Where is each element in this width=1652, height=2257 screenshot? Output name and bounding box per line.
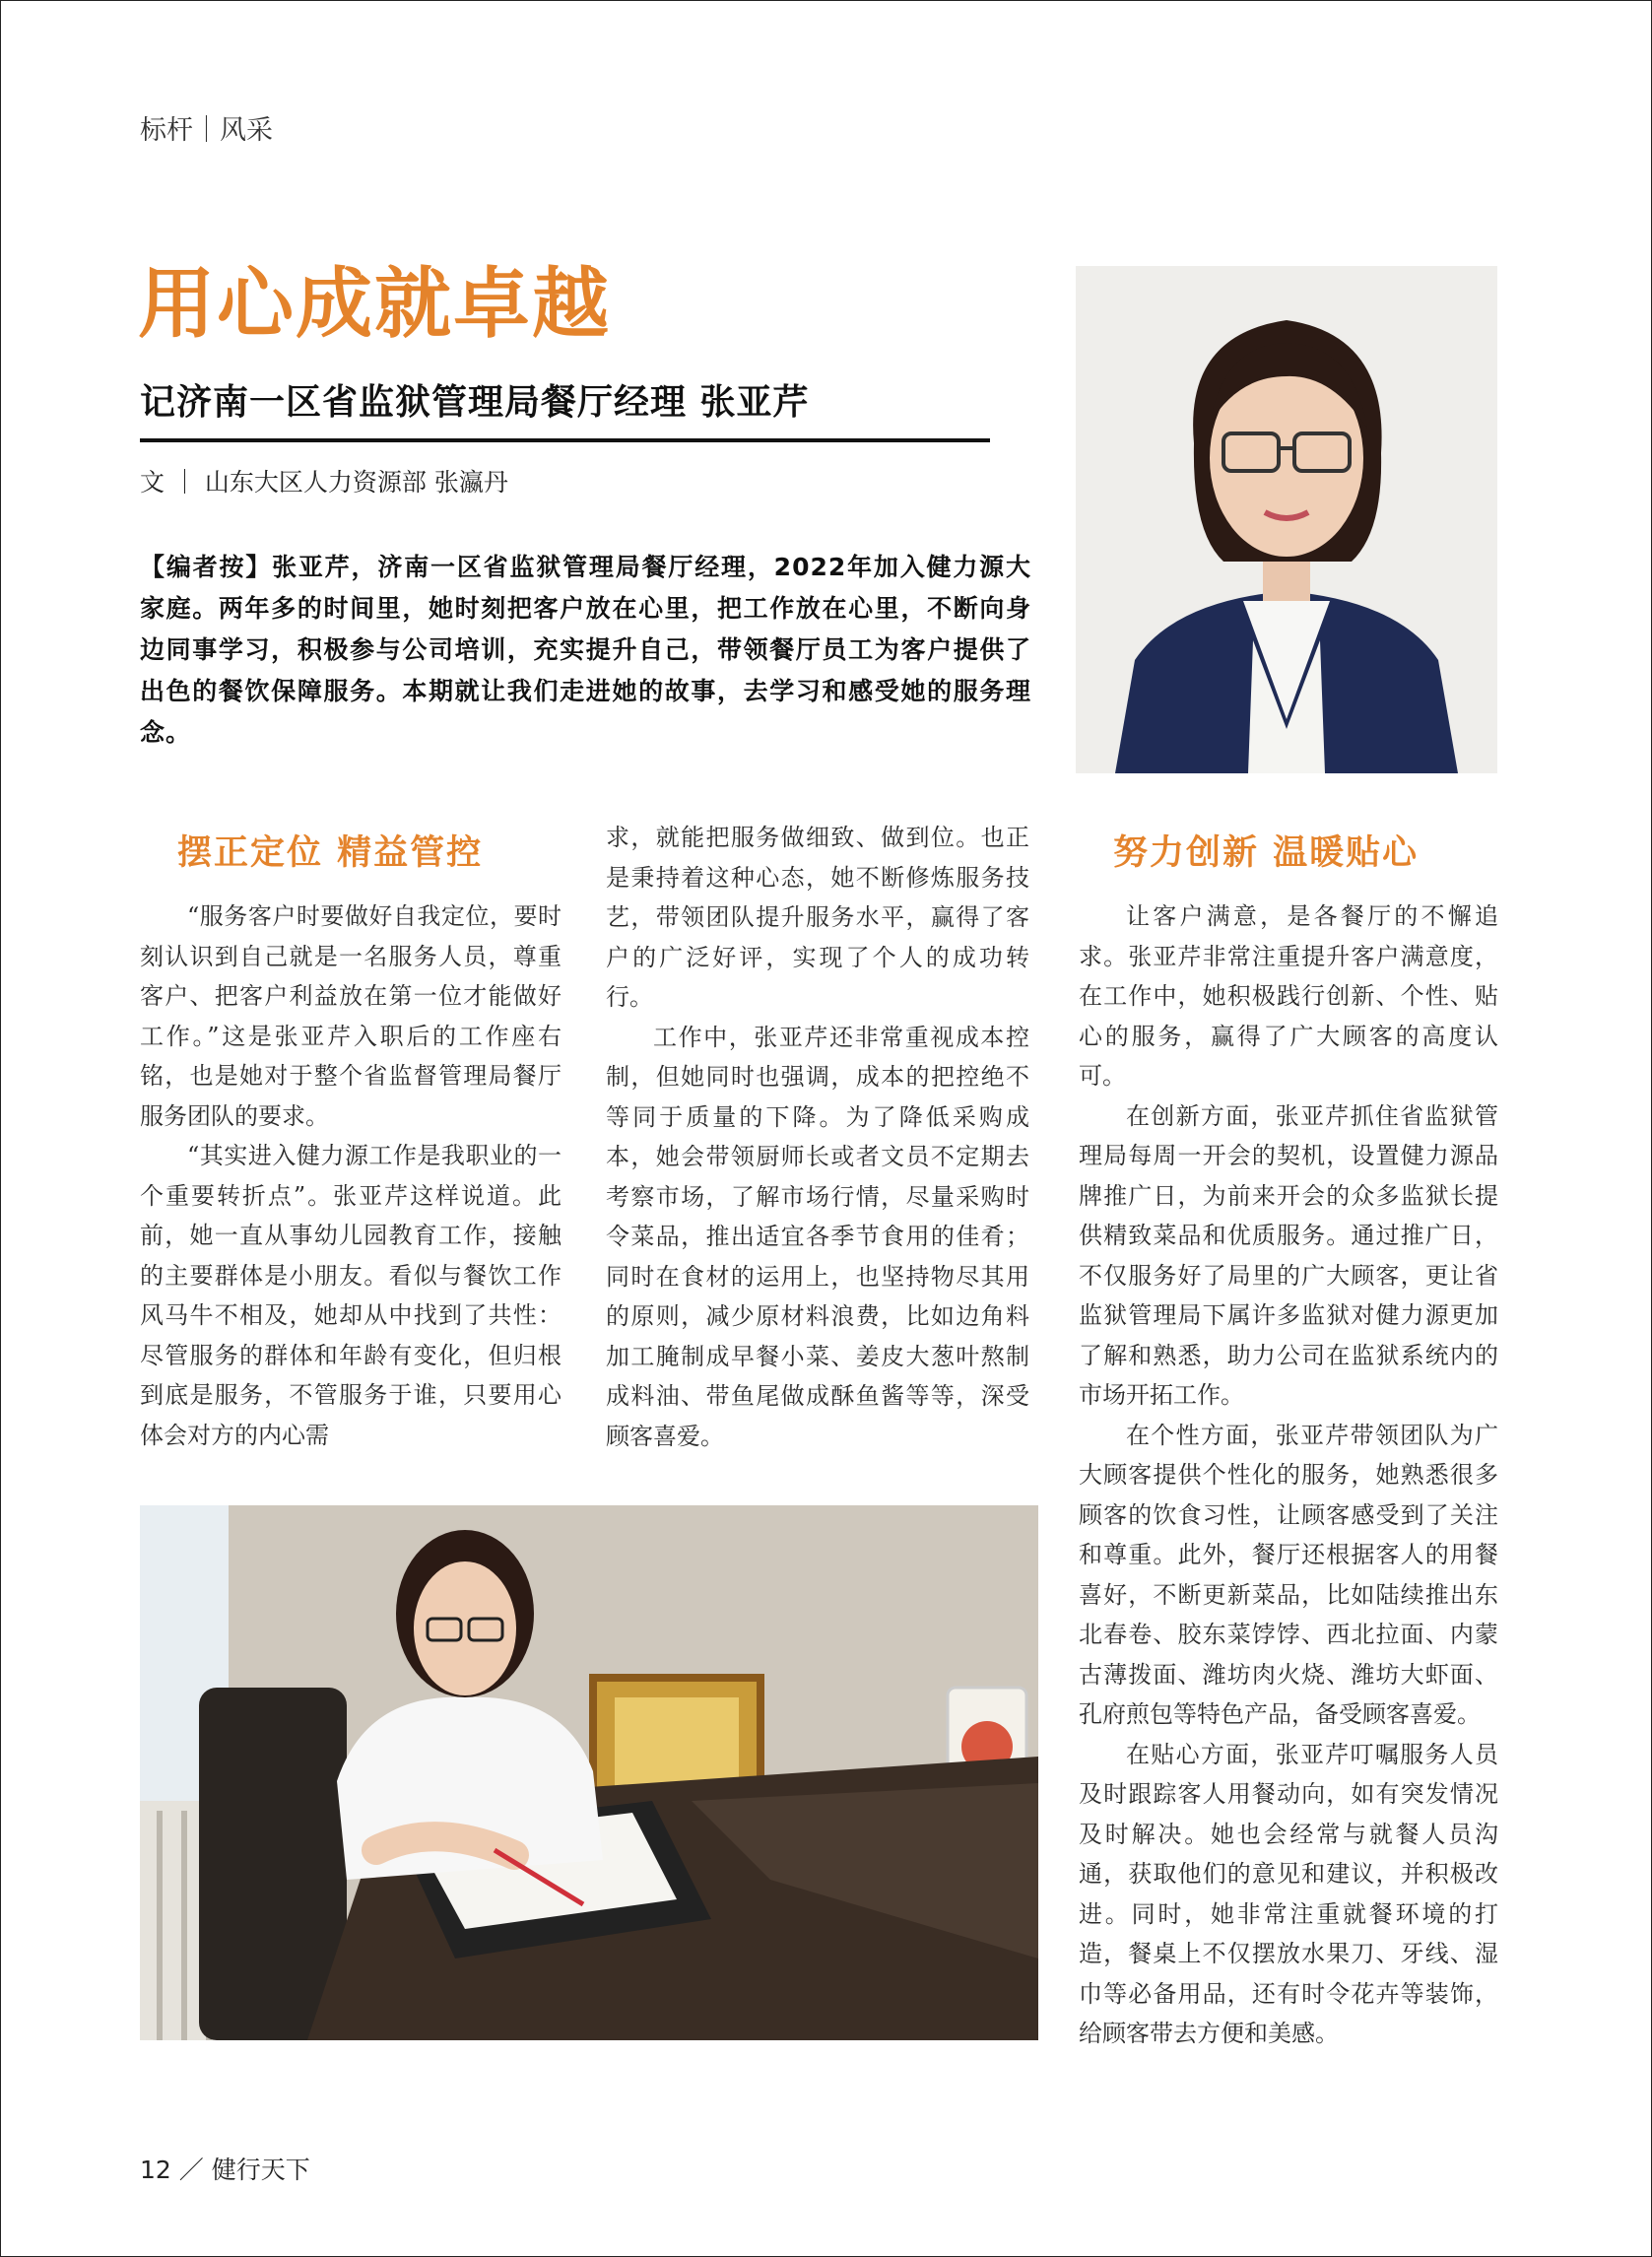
title-divider <box>140 438 990 442</box>
editor-note: 【编者按】张亚芹，济南一区省监狱管理局餐厅经理，2022年加入健力源大家庭。两年多的时间里，她时刻把客户放在心里，把工作放在心里，不断向身边同事学习，积极参与公司培训，充实提升自己，带领餐厅员工为客户提供了出色的餐饮保障服务。本期就让我们走进她的故事，去学习和感受她的服务理念。 <box>140 553 1031 747</box>
page-footer: 12 ／ 健行天下 <box>140 2156 310 2184</box>
paragraph: 工作中，张亚芹还非常重视成本控制，但她同时也强调，成本的把控绝不等同于质量的下降。为了降低采购成本，她会带领厨师长或者文员不定期去考察市场，了解市场行情，尽量采购时令菜品，推出适宜各季节食用的佳肴；同时在食材的运用上，也坚持物尽其用的原则，减少原材料浪费，比如边角料加工腌制成早餐小菜、姜皮大葱叶熬制成料油、带鱼尾做成酥鱼酱等等，深受顾客喜爱。 <box>606 1023 1029 1450</box>
section-heading-1: 摆正定位 精益管控 <box>177 833 484 873</box>
section-label: 标杆｜风采 <box>140 115 273 146</box>
article-title: 用心成就卓越 <box>138 259 612 349</box>
paragraph: 让客户满意，是各餐厅的不懈追求。张亚芹非常注重提升客户满意度，在工作中，她积极践行创新、个性、贴心的服务，赢得了广大顾客的高度认可。 <box>1079 902 1498 1090</box>
text-column-1 <box>140 896 562 1455</box>
desk-illustration <box>140 1505 1038 2040</box>
paragraph: 求，就能把服务做细致、做到位。也正是秉持着这种心态，她不断修炼服务技艺，带领团队提升服务水平，赢得了客户的广泛好评，实现了个人的成功转行。 <box>606 824 1029 1011</box>
portrait-illustration <box>1076 266 1497 773</box>
portrait-photo <box>1076 266 1497 773</box>
paragraph: 在创新方面，张亚芹抓住省监狱管理局每周一开会的契机，设置健力源品牌推广日，为前来开会的众多监狱长提供精致菜品和优质服务。通过推广日，不仅服务好了局里的广大顾客，更让省监狱管理局下属许多监狱对健力源更加了解和熟悉，助力公司在监狱系统内的市场开拓工作。 <box>1079 1101 1498 1409</box>
text-column-3 <box>1079 896 1498 2054</box>
article-subtitle: 记济南一区省监狱管理局餐厅经理 张亚芹 <box>140 382 810 423</box>
office-desk-photo <box>140 1505 1038 2040</box>
paragraph: “其实进入健力源工作是我职业的一个重要转折点”。张亚芹这样说道。此前，她一直从事幼儿园教育工作，接触的主要群体是小朋友。看似与餐饮工作风马牛不相及，她却从中找到了共性：尽管服务的群体和年龄有变化，但归根到底是服务，不管服务于谁，只要用心体会对方的内心需 <box>140 1142 562 1449</box>
paragraph: “服务客户时要做好自我定位，要时刻认识到自己就是一名服务人员，尊重客户、把客户利益放在第一位才能做好工作。”这是张亚芹入职后的工作座右铭，也是她对于整个省监督管理局餐厅服务团队的要求。 <box>140 902 562 1130</box>
paragraph: 在贴心方面，张亚芹叮嘱服务人员及时跟踪客人用餐动向，如有突发情况及时解决。她也会经常与就餐人员沟通，获取他们的意见和建议，并积极改进。同时，她非常注重就餐环境的打造，餐桌上不仅摆放水果刀、牙线、湿巾等必备用品，还有时令花卉等装饰，给顾客带去方便和美感。 <box>1079 1740 1498 2047</box>
section-heading-2: 努力创新 温暖贴心 <box>1113 833 1420 873</box>
paragraph: 在个性方面，张亚芹带领团队为广大顾客提供个性化的服务，她熟悉很多顾客的饮食习性，让顾客感受到了关注和尊重。此外，餐厅还根据客人的用餐喜好，不断更新菜品，比如陆续推出东北春卷、胶东菜饽饽、西北拉面、内蒙古薄拨面、潍坊肉火烧、潍坊大虾面、孔府煎包等特色产品，备受顾客喜爱。 <box>1079 1421 1498 1728</box>
text-column-2 <box>606 818 1029 1456</box>
article-byline: 文 ｜ 山东大区人力资源部 张瀛丹 <box>140 468 508 497</box>
